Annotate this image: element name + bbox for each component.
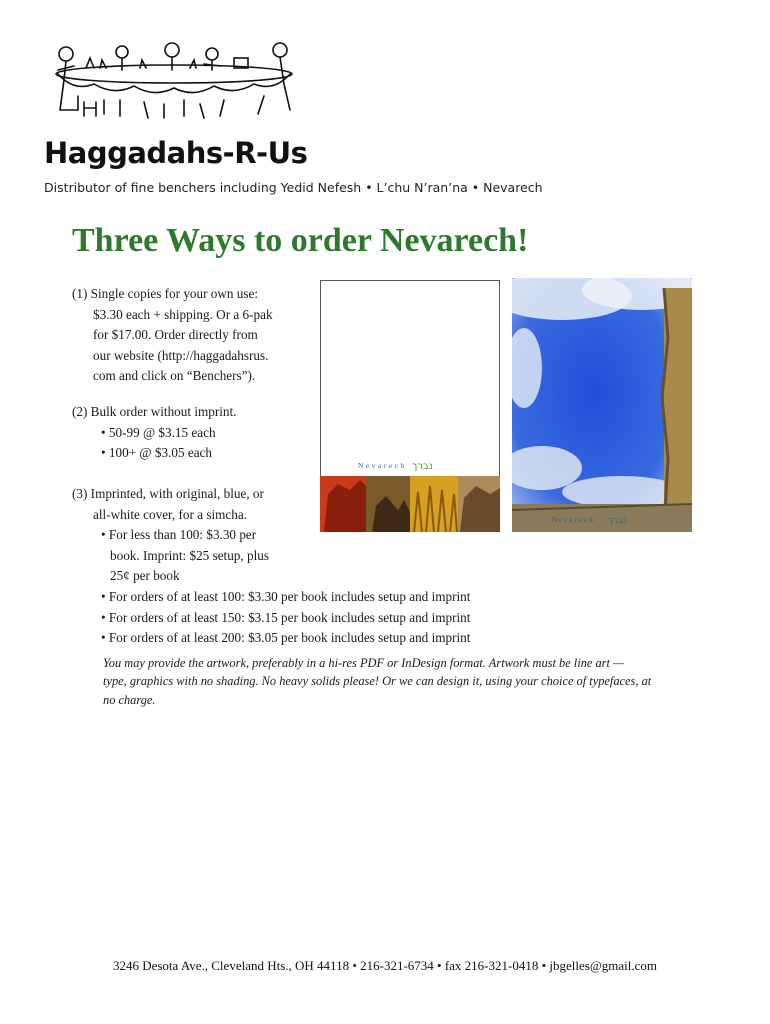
book-cover-blue (512, 278, 692, 532)
page-headline: Three Ways to order Nevarech! (72, 222, 529, 259)
option2-bullet: • 50-99 @ $3.15 each (101, 424, 216, 440)
option3-bullet-cont: book. Imprint: $25 setup, plus (110, 547, 269, 563)
option3-heading: (3) Imprinted, with original, blue, or (72, 486, 264, 501)
option2-bullet: • 100+ @ $3.05 each (101, 445, 212, 461)
option3-heading: all-white cover, for a simcha. (93, 506, 247, 522)
option1-line: for $17.00. Order directly from (93, 327, 258, 343)
cover-hebrew: נברך (412, 461, 433, 472)
option3-bullet: • For orders of at least 100: $3.30 per book includes setup and imprint (101, 589, 471, 604)
option1-line: $3.30 each + shipping. Or a 6-pak (93, 306, 273, 322)
option3-bullet: • For orders of at least 200: $3.05 per book includes setup and imprint (101, 630, 471, 646)
brand-tagline: Distributor of fine benchers including Yedid Nefesh • L’chu N’ran’na • Nevarech (44, 180, 543, 195)
contact-footer: 3246 Desota Ave., Cleveland Hts., OH 44118 • 216-321-6734 • fax 216-321-0418 • jbgelles@gmail.com (112, 958, 658, 973)
book-cover-white (320, 280, 500, 532)
option1-line: com and click on “Benchers”). (93, 368, 256, 384)
option3-bullet: • For less than 100: $3.30 per (101, 527, 257, 543)
cover-title: Nevarech (358, 461, 407, 470)
note-line: no charge. (103, 692, 156, 707)
brand-name: Haggadahs-R-Us (44, 136, 308, 170)
option3-bullet: • For orders of at least 150: $3.15 per book includes setup and imprint (101, 609, 471, 625)
note-line: You may provide the artwork, preferably in a hi-res PDF or InDesign format. Artwork must be line art — (103, 656, 625, 670)
note-line: type, graphics with no shading. No heavy solids please! Or we can design it, using your choice of typefaces, at (103, 674, 652, 689)
option3-bullet-cont: 25¢ per book (110, 568, 180, 584)
option1-line: our website (http://haggadahsrus. (93, 347, 269, 363)
option1-line: (1) Single copies for your own use: (72, 286, 259, 301)
photo-cover-title: Nevarech (552, 516, 595, 524)
seder-table-logo (44, 40, 304, 130)
artwork-note (103, 654, 703, 709)
photo-cover-hebrew: נברך (608, 516, 627, 526)
option2-heading: (2) Bulk order without imprint. (72, 404, 237, 419)
